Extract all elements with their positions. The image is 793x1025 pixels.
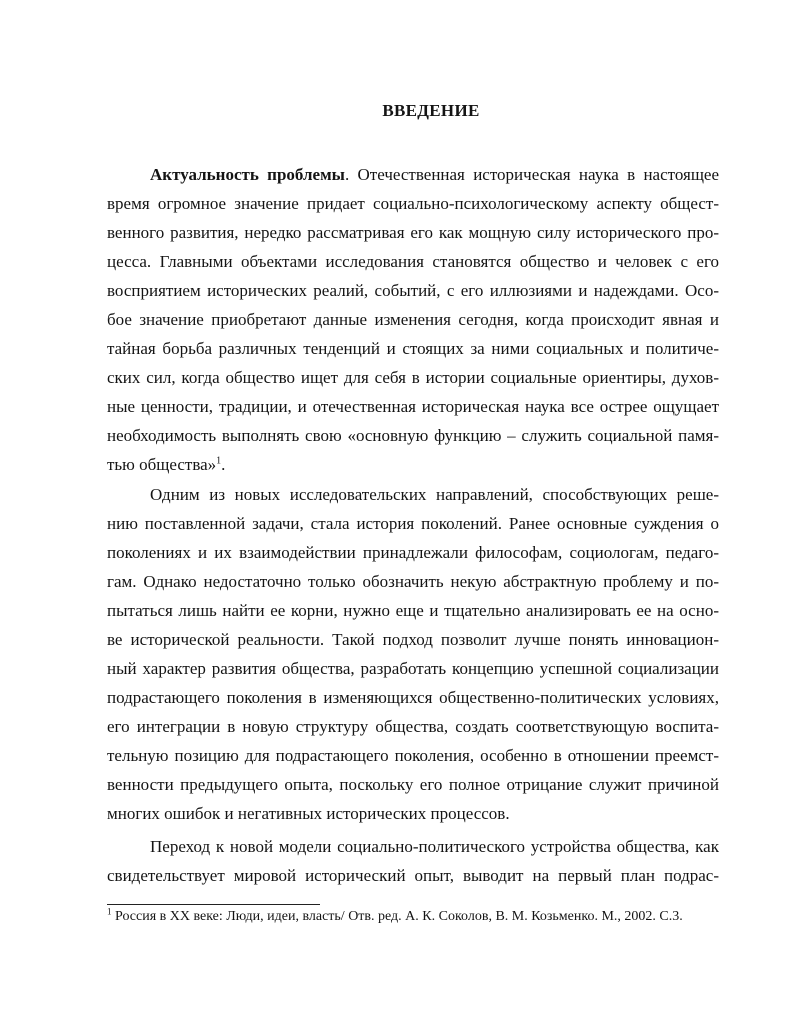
footnote-separator <box>107 904 320 905</box>
footnote-text: Россия в XX веке: Люди, идеи, власть/ Отв. ред. А. К. Соколов, В. М. Козьменко. М., 2002. С.3. <box>111 909 683 924</box>
text-line: тельную позицию для подрастающего поколения, особенно в отношении преемст- <box>107 746 719 765</box>
text-line: нию поставленной задачи, стала история поколений. Ранее основные суждения о <box>107 514 719 533</box>
text-line: Актуальность проблемы. Отечественная историческая наука в настоящее <box>150 165 720 184</box>
text-line: венности предыдущего опыта, поскольку его полное отрицание служит причиной <box>107 775 719 794</box>
text-line: Одним из новых исследовательских направлений, способствующих реше- <box>150 485 719 504</box>
text-line: бое значение приобретают данные изменения сегодня, когда происходит явная и <box>107 310 719 329</box>
text-line: подрастающего поколения в изменяющихся общественно-политических условиях, <box>107 688 719 707</box>
footnote-number: 1 <box>107 906 112 917</box>
text-line: Переход к новой модели социально-политического устройства общества, как <box>150 837 719 856</box>
text-line: тайная борьба различных тенденций и стоящих за ними социальных и политиче- <box>107 339 719 358</box>
text-line: необходимость выполнять свою «основную функцию – служить социальной памя- <box>107 426 719 445</box>
text-line: ских сил, когда общество ищет для себя в истории социальные ориентиры, духов- <box>107 368 719 387</box>
text-line: свидетельствует мировой исторический опыт, выводит на первый план подрас- <box>107 866 719 885</box>
text-line: ный характер развития общества, разработать концепцию успешной социализации <box>107 659 719 678</box>
text-line: тью общества»$^1$. <box>107 455 226 474</box>
page-title: ВВЕДЕНИЕ <box>382 101 480 120</box>
lead-phrase: Актуальность проблемы <box>150 165 345 184</box>
text-line: поколениях и их взаимодействии принадлежали философам, социологам, педаго- <box>107 543 719 562</box>
text-line: венного развития, нередко рассматривая его как мощную силу исторического про- <box>107 223 719 242</box>
text-line: гам. Однако недостаточно только обозначить некую абстрактную проблему и по- <box>107 572 719 591</box>
footnote <box>107 908 727 926</box>
text-line: многих ошибок и негативных исторических процессов. <box>107 804 510 823</box>
text-line: пытаться лишь найти ее корни, нужно еще и тщательно анализировать ее на осно- <box>107 601 719 620</box>
text-line: ве исторической реальности. Такой подход позволит лучше понять инновацион- <box>107 630 719 649</box>
footnote-reference: 1 <box>216 455 222 467</box>
text-line: цесса. Главными объектами исследования становятся общество и человек с его <box>107 252 719 271</box>
text-line: время огромное значение придает социально-психологическому аспекту общест- <box>107 194 719 213</box>
text-line: его интеграции в новую структуру общества, создать соответствующую воспита- <box>107 717 719 736</box>
text-line: восприятием исторических реалий, событий, с его иллюзиями и надеждами. Осо- <box>107 281 719 300</box>
text-line: ные ценности, традиции, и отечественная историческая наука все острее ощущает <box>107 397 719 416</box>
